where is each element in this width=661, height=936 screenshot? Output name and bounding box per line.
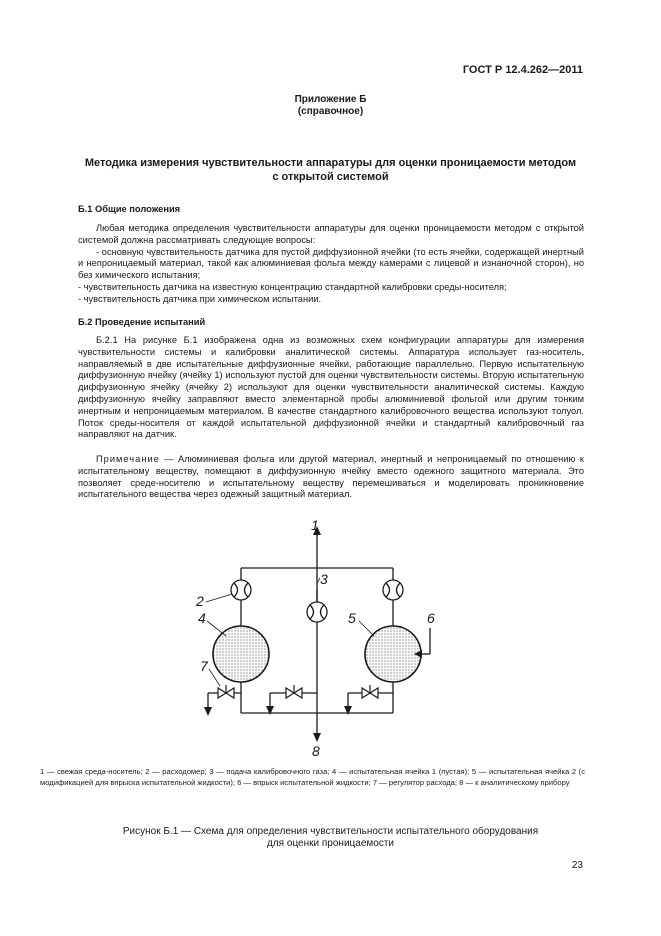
figure-legend: 1 — свежая среда-носитель; 2 — расходомер; 3 — подача калибровочного газа; 4 — испытательная ячейка 1 (пустая); 5 — испытательная ячейка 2 (с модификацией для впрыска испытательной жидкости); 6 — впрыск испытательной жидкости; 7 — регулятор расхода; 8 — к аналитическому прибору	[40, 767, 585, 787]
page-number: 23	[571, 860, 583, 871]
bullet-item: - основную чувствительность датчика для пустой диффузионной ячейки (то есть ячейки, содержащей инертный и непроницаемый материал, такой как алюминиевая фольга между камерами с лицевой и изнаночной сторон), но без химического испытания;	[78, 246, 584, 281]
section1-body	[78, 223, 584, 306]
vent-arrow-icon	[344, 706, 352, 715]
appendix-title: Приложение Б	[294, 94, 367, 105]
outlet-arrow-icon	[313, 733, 321, 742]
figure-title-line-2: для оценки проницаемости	[267, 838, 394, 849]
label-2: 2	[196, 593, 204, 609]
test-cell-2-icon	[365, 626, 421, 682]
apparatus-diagram	[0, 505, 661, 765]
section1-intro: Любая методика определения чувствительности аппаратуры для оценки проницаемости методом с открытой системой должна рассматривать следующие вопросы:	[78, 223, 584, 245]
flowmeter-left-icon	[231, 580, 251, 600]
section2-body	[78, 335, 584, 441]
vent-arrow-icon	[266, 706, 274, 715]
bullet-item: - чувствительность датчика на известную концентрацию стандартной калибровки среды-носителя;	[78, 281, 507, 292]
label-5: 5	[348, 610, 356, 626]
label-4: 4	[198, 610, 206, 626]
section1-heading: Б.1 Общие положения	[78, 204, 181, 214]
section2-heading: Б.2 Проведение испытаний	[78, 317, 206, 327]
label-6: 6	[427, 610, 435, 626]
appendix-heading	[0, 94, 661, 118]
standard-header: ГОСТ Р 12.4.262—2011	[462, 64, 583, 76]
section2-paragraph: Б.2.1 На рисунке Б.1 изображена одна из возможных схем конфигурации аппаратуры для измерения чувствительности системы и калибровки аналитической системы. Аппаратура использует газ-носитель, направляемый в две испытательные диффузионные ячейки, работающие параллельно. Первую испытательную диффузионную ячейку (ячейку 1) используют пустой для оценки чувствительности системы. Вторую испытательную диффузионную ячейку (ячейку 2) используют для оценки чувствительности аналитической системы. Каждую диффузионную ячейку заправляют вместо элементарной пробы алюминиевой фольгой или другим тонким инертным и непроницаемым материалом. В качестве стандартного калибровочного вещества используют толуол. Поток среды-носителя от каждой испытательной диффузионной ячейки и стандартный калибровочный газ направляют на датчик.	[78, 335, 584, 440]
bullet-item: - чувствительность датчика при химическом испытании.	[78, 293, 322, 304]
appendix-subtitle: (справочное)	[297, 106, 364, 117]
note-text: — Алюминиевая фольга или другой материал, инертный и непроницаемый по отношению к испытательному веществу, помещают в диффузионную ячейку вместо одежного защитного материала. Это позволяет среде-носителю и испытательному веществу перемешиваться и моделировать проникновение испытательного вещества через одежный защитный материал.	[78, 454, 584, 500]
flow-regulator-left-icon	[218, 685, 234, 698]
flow-regulator-center-icon	[286, 685, 302, 698]
figure-title	[0, 826, 661, 850]
label-7: 7	[200, 658, 208, 674]
note-block	[78, 454, 584, 501]
test-cell-1-icon	[213, 626, 269, 682]
label-3: 3	[320, 571, 328, 587]
title-line-1: Методика измерения чувствительности аппаратуры для оценки проницаемости методом	[84, 157, 577, 169]
flowmeter-right-icon	[383, 580, 403, 600]
label-8: 8	[312, 743, 320, 759]
figure-title-line-1: Рисунок Б.1 — Схема для определения чувствительности испытательного оборудования	[122, 826, 539, 837]
flow-regulator-right-icon	[362, 685, 378, 698]
label-1: 1	[311, 517, 319, 533]
document-title	[0, 156, 661, 184]
flowmeter-center-icon	[307, 602, 327, 622]
title-line-2: с открытой системой	[272, 171, 389, 183]
note-label: Примечание	[96, 454, 160, 464]
vent-arrow-icon	[204, 707, 212, 716]
